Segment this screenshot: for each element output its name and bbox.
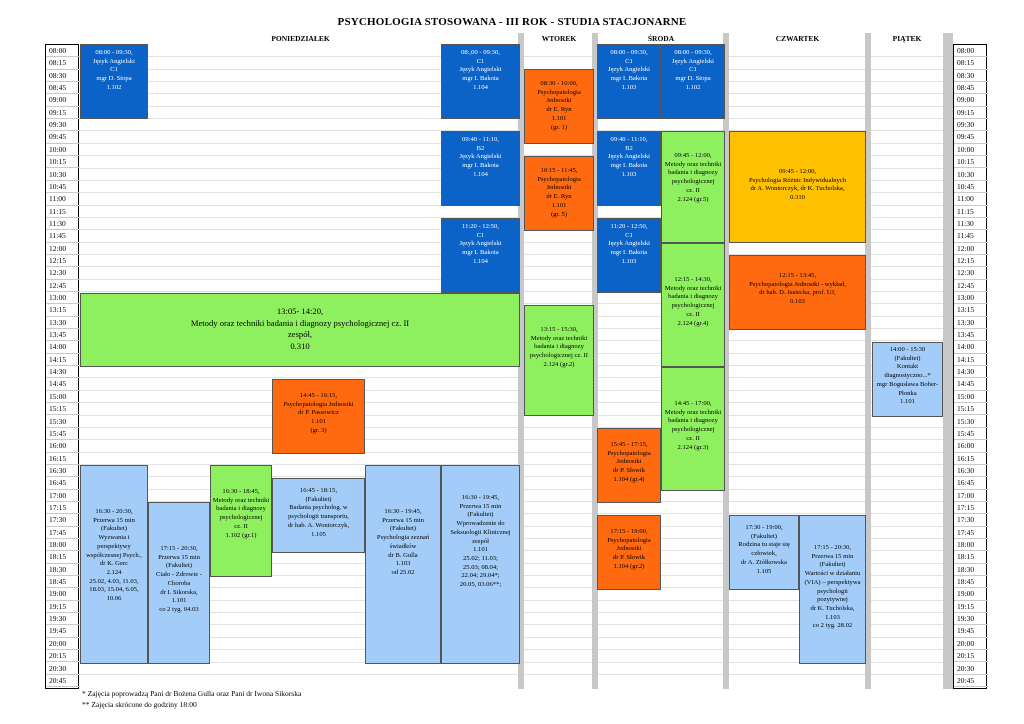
time-label: 11:45 bbox=[46, 230, 80, 242]
time-label: 09:00 bbox=[954, 94, 988, 106]
time-label: 20:00 bbox=[954, 638, 988, 650]
time-label: 09:00 bbox=[46, 94, 80, 106]
time-label: 15:00 bbox=[954, 391, 988, 403]
time-label: 17:30 bbox=[954, 514, 988, 526]
day-header-thursday: CZWARTEK bbox=[728, 33, 867, 45]
grid-line bbox=[80, 390, 946, 391]
event-mon-cialo-zdrowie[interactable]: 17:15 - 20:30, Przerwa 15 min (Fakultet) Ciało - Zdrowie - Choroba dr I. Sikorska, 1.101 co 2 tyg. 04.03 bbox=[148, 502, 210, 664]
time-label: 16:15 bbox=[954, 453, 988, 465]
time-label: 20:45 bbox=[954, 675, 988, 687]
time-label: 10:15 bbox=[46, 156, 80, 168]
event-wed-english-bakota-3[interactable]: 11:20 - 12:50, C1 Język Angielski mgr I. Bakota 1.103 bbox=[597, 218, 661, 293]
time-label: 15:15 bbox=[954, 403, 988, 415]
time-label: 20:15 bbox=[46, 650, 80, 662]
footnote-2: ** Zajęcia skrócone do godziny 18:00 bbox=[82, 700, 197, 709]
grid-line bbox=[80, 402, 946, 403]
time-label: 17:15 bbox=[954, 502, 988, 514]
grid-line bbox=[80, 377, 946, 378]
time-label: 16:30 bbox=[46, 465, 80, 477]
time-label: 09:30 bbox=[954, 119, 988, 131]
time-label: 11:30 bbox=[954, 218, 988, 230]
time-label: 08:45 bbox=[46, 82, 80, 94]
time-label: 19:45 bbox=[954, 625, 988, 637]
time-label: 11:15 bbox=[46, 206, 80, 218]
time-label: 11:45 bbox=[954, 230, 988, 242]
time-label: 16:45 bbox=[46, 477, 80, 489]
time-label: 14:15 bbox=[954, 354, 988, 366]
grid-line bbox=[80, 674, 946, 675]
event-fri-kontakt-diagnostyczny[interactable]: 14:00 - 15:30 (Fakultet) Kontakt diagnostyczno...* mgr Bogusława Bober-Płonka 1.101 bbox=[872, 342, 943, 417]
grid-line bbox=[80, 452, 946, 453]
time-label: 18:15 bbox=[954, 551, 988, 563]
time-label: 08:00 bbox=[954, 45, 988, 57]
time-label: 10:30 bbox=[46, 169, 80, 181]
time-label: 08:00 bbox=[46, 45, 80, 57]
time-label: 19:30 bbox=[46, 613, 80, 625]
time-label: 15:45 bbox=[954, 428, 988, 440]
event-mon-english-bakota-3[interactable]: 11:20 - 12:50, C1 Język Angielski mgr I. Bakota 1.104 bbox=[441, 218, 520, 293]
time-label: 08:15 bbox=[46, 57, 80, 69]
time-label: 09:30 bbox=[46, 119, 80, 131]
time-label: 15:30 bbox=[954, 416, 988, 428]
time-label: 17:15 bbox=[46, 502, 80, 514]
time-label: 14:45 bbox=[954, 378, 988, 390]
time-label: 12:15 bbox=[46, 255, 80, 267]
time-label: 13:15 bbox=[46, 304, 80, 316]
time-label: 14:45 bbox=[46, 378, 80, 390]
time-label: 19:00 bbox=[954, 588, 988, 600]
event-mon-psychopatologia-gr3[interactable]: 14:45 - 16:15, Psychopatologia Jednostki dr P. Passowicz 1.101 (gr. 3) bbox=[272, 379, 365, 454]
time-label: 15:30 bbox=[46, 416, 80, 428]
time-label: 18:30 bbox=[46, 564, 80, 576]
time-label: 14:00 bbox=[954, 341, 988, 353]
time-label: 15:45 bbox=[46, 428, 80, 440]
time-label: 08:45 bbox=[954, 82, 988, 94]
time-label: 19:15 bbox=[46, 601, 80, 613]
time-label: 11:15 bbox=[954, 206, 988, 218]
event-wed-metody-gr5[interactable]: 09:45 - 12:00, Metody oraz techniki badania i diagnozy psychologicznej cz. II 2.124 (gr.5) bbox=[661, 131, 725, 243]
day-header-monday: PONIEDZIAŁEK bbox=[80, 33, 521, 45]
time-label: 17:45 bbox=[954, 527, 988, 539]
time-label: 13:00 bbox=[46, 292, 80, 304]
time-label: 16:45 bbox=[954, 477, 988, 489]
time-label: 17:00 bbox=[954, 490, 988, 502]
grid-line bbox=[80, 415, 946, 416]
time-label: 08:15 bbox=[954, 57, 988, 69]
time-label: 09:15 bbox=[954, 107, 988, 119]
time-label: 10:45 bbox=[954, 181, 988, 193]
time-label: 20:30 bbox=[46, 663, 80, 675]
time-label: 20:30 bbox=[954, 663, 988, 675]
time-label: 12:30 bbox=[46, 267, 80, 279]
event-wed-metody-gr3[interactable]: 14:45 - 17:00, Metody oraz techniki badania i diagnozy psychologicznej cz. II 2.124 (gr.3) bbox=[661, 367, 725, 491]
time-label: 15:15 bbox=[46, 403, 80, 415]
event-mon-metody-gr1[interactable]: 16:30 - 18:45, Metody oraz techniki badania i diagnozy psychologicznej cz. II 1.102 (gr.1) bbox=[210, 465, 272, 577]
time-label: 15:00 bbox=[46, 391, 80, 403]
time-label: 16:15 bbox=[46, 453, 80, 465]
time-column-left bbox=[45, 44, 79, 689]
time-label: 14:30 bbox=[46, 366, 80, 378]
event-thu-wartosci[interactable]: 17:15 - 20:30, Przerwa 15 min (Fakultet) Wartości w działaniu (VIA) – perspektywa psychologii pozytywnej dr K. Tucholska, 1.103 co 2 tyg. 28.02 bbox=[799, 515, 866, 664]
event-wed-psychopatologia-gr4[interactable]: 15:45 - 17:15, Psychopatologia Jednostki dr P. Słowik 1.104 (gr.4) bbox=[597, 428, 661, 503]
schedule-title: PSYCHOLOGIA STOSOWANA - III ROK - STUDIA STACJONARNE bbox=[337, 16, 687, 28]
time-label: 20:00 bbox=[46, 638, 80, 650]
time-label: 12:45 bbox=[954, 280, 988, 292]
time-label: 09:15 bbox=[46, 107, 80, 119]
event-mon-english-bakota-1[interactable]: 08:,00 - 09:30, C1 Język Angielski mgr I. Bakota 1.104 bbox=[441, 44, 520, 119]
time-label: 18:00 bbox=[46, 539, 80, 551]
time-label: 12:00 bbox=[954, 243, 988, 255]
time-column-right bbox=[953, 44, 987, 689]
time-label: 19:15 bbox=[954, 601, 988, 613]
event-thu-roznice-indywidualne[interactable]: 09:45 - 12:00, Psychologia Różnic Indywidualnych dr A. Wontorczyk, dr K. Tucholska, 0.310 bbox=[729, 131, 866, 243]
time-label: 12:15 bbox=[954, 255, 988, 267]
time-label: 10:30 bbox=[954, 169, 988, 181]
event-thu-psychopatologia-wyklad[interactable]: 12:15 - 13:45, Psychopatologia Jednostki - wykład, dr hab. D. Jasiecka, prof. UJ, 0.103 bbox=[729, 255, 866, 330]
column-separator bbox=[943, 33, 953, 689]
time-label: 10:00 bbox=[46, 144, 80, 156]
time-label: 10:15 bbox=[954, 156, 988, 168]
time-label: 18:45 bbox=[46, 576, 80, 588]
time-label: 17:45 bbox=[46, 527, 80, 539]
grid-line bbox=[80, 439, 946, 440]
time-label: 08:30 bbox=[46, 70, 80, 82]
event-wed-metody-gr4[interactable]: 12:15 - 14:30, Metody oraz techniki badania i diagnozy psychologicznej cz. II 2.124 (gr.4) bbox=[661, 243, 725, 367]
time-label: 13:30 bbox=[46, 317, 80, 329]
time-label: 19:30 bbox=[954, 613, 988, 625]
time-label: 17:00 bbox=[46, 490, 80, 502]
day-header-wednesday: ŚRODA bbox=[597, 33, 725, 45]
footnote-1: * Zajęcia poprowadzą Pani dr Bożena Gulla oraz Pani dr Iwona Sikorska bbox=[82, 689, 302, 698]
time-label: 12:00 bbox=[46, 243, 80, 255]
time-label: 17:30 bbox=[46, 514, 80, 526]
time-label: 13:30 bbox=[954, 317, 988, 329]
time-label: 10:00 bbox=[954, 144, 988, 156]
event-tue-psychopatologia-gr1[interactable]: 08:30 - 10:00, Psychopatologia Jednostki dr E. Ryn 1.101 (gr. 1) bbox=[524, 69, 594, 144]
event-tue-metody-gr2[interactable]: 13:15 - 15:30, Metody oraz techniki badania i diagnozy psychologicznej cz. II 2.124 (gr.2) bbox=[524, 305, 594, 416]
time-label: 14:30 bbox=[954, 366, 988, 378]
time-label: 10:45 bbox=[46, 181, 80, 193]
time-label: 16:00 bbox=[46, 440, 80, 452]
time-label: 16:30 bbox=[954, 465, 988, 477]
event-mon-transport[interactable]: 16:45 - 18:15, (Fakultet) Badania psycholog. w psychologii transportu, dr hab. A. Wontorczyk, 1.105 bbox=[272, 478, 365, 553]
event-mon-seksuologia[interactable]: 16:30 - 19:45, Przerwa 15 min (Fakultet) Wprowadzenie do Seksuologii Klinicznej zespół 1.101 25.02; 11.03; 25.03; 08.04; 22.04; 29.04*; 20.05, 03.06**; bbox=[441, 465, 520, 664]
time-label: 18:15 bbox=[46, 551, 80, 563]
time-label: 19:00 bbox=[46, 588, 80, 600]
event-tue-psychopatologia-gr5[interactable]: 10:15 - 11:45, Psychopatologia Jednostki dr E. Ryn 1.101 (gr. 5) bbox=[524, 156, 594, 231]
time-label: 18:30 bbox=[954, 564, 988, 576]
time-label: 13:45 bbox=[954, 329, 988, 341]
event-wed-english-bakota-1[interactable]: 08:00 - 09:30, C1 Język Angielski mgr I. Bakota 1.103 bbox=[597, 44, 661, 119]
time-label: 11:00 bbox=[954, 193, 988, 205]
time-label: 11:30 bbox=[46, 218, 80, 230]
event-mon-metody-zespol[interactable]: 13:05- 14:20, Metody oraz techniki badania i diagnozy psychologicznej cz. II zespół, 0.310 bbox=[80, 293, 520, 367]
event-thu-rodzina[interactable]: 17:30 - 19:00, (Fakultet) Rodzina tu staje się człowiek, dr A. Ziółkowska 1.105 bbox=[729, 515, 799, 590]
time-label: 14:00 bbox=[46, 341, 80, 353]
event-mon-english-stopa[interactable]: 08:00 - 09:30, Język Angielski C1 mgr D. Stopa 1.102 bbox=[80, 44, 148, 119]
event-mon-zeznan[interactable]: 16:30 - 19:45, Przerwa 15 min (Fakultet) Psychologia zeznań świadków dr B. Gulla 1.103 od 25.02 bbox=[365, 465, 441, 664]
time-label: 09:45 bbox=[954, 131, 988, 143]
time-label: 16:00 bbox=[954, 440, 988, 452]
time-label: 13:00 bbox=[954, 292, 988, 304]
event-wed-english-bakota-2[interactable]: 09:40 - 11:10, B2 Język Angielski mgr I. Bakota 1.103 bbox=[597, 131, 661, 206]
day-header-tuesday: WTOREK bbox=[524, 33, 594, 45]
time-label: 09:45 bbox=[46, 131, 80, 143]
day-header-friday: PIĄTEK bbox=[870, 33, 944, 45]
time-label: 20:45 bbox=[46, 675, 80, 687]
time-label: 11:00 bbox=[46, 193, 80, 205]
time-label: 08:30 bbox=[954, 70, 988, 82]
event-wed-english-stopa[interactable]: 08:00 - 09:30, Język Angielski C1 mgr D. Stopa 1.102 bbox=[661, 44, 725, 119]
time-label: 12:45 bbox=[46, 280, 80, 292]
time-label: 19:45 bbox=[46, 625, 80, 637]
time-label: 12:30 bbox=[954, 267, 988, 279]
time-label: 13:15 bbox=[954, 304, 988, 316]
event-mon-wyzwania[interactable]: 16:30 - 20:30, Przerwa 15 min (Fakultet) Wyzwania i perspektywy współczesnej Psych., dr K. Gerc 2.124 25.02, 4.03, 11.03, 18.03, 15.04, 6.05, 10.06 bbox=[80, 465, 148, 664]
grid-line bbox=[80, 427, 946, 428]
time-label: 14:15 bbox=[46, 354, 80, 366]
time-label: 13:45 bbox=[46, 329, 80, 341]
event-mon-english-bakota-2[interactable]: 09:40 - 11:10, B2 Język Angielski mgr I. Bakota 1.104 bbox=[441, 131, 520, 206]
event-wed-psychopatologia-gr2[interactable]: 17:15 - 19:00, Psychopatologia Jednostki dr P. Słowik 1.104 (gr.2) bbox=[597, 515, 661, 590]
time-label: 20:15 bbox=[954, 650, 988, 662]
time-label: 18:45 bbox=[954, 576, 988, 588]
time-label: 18:00 bbox=[954, 539, 988, 551]
